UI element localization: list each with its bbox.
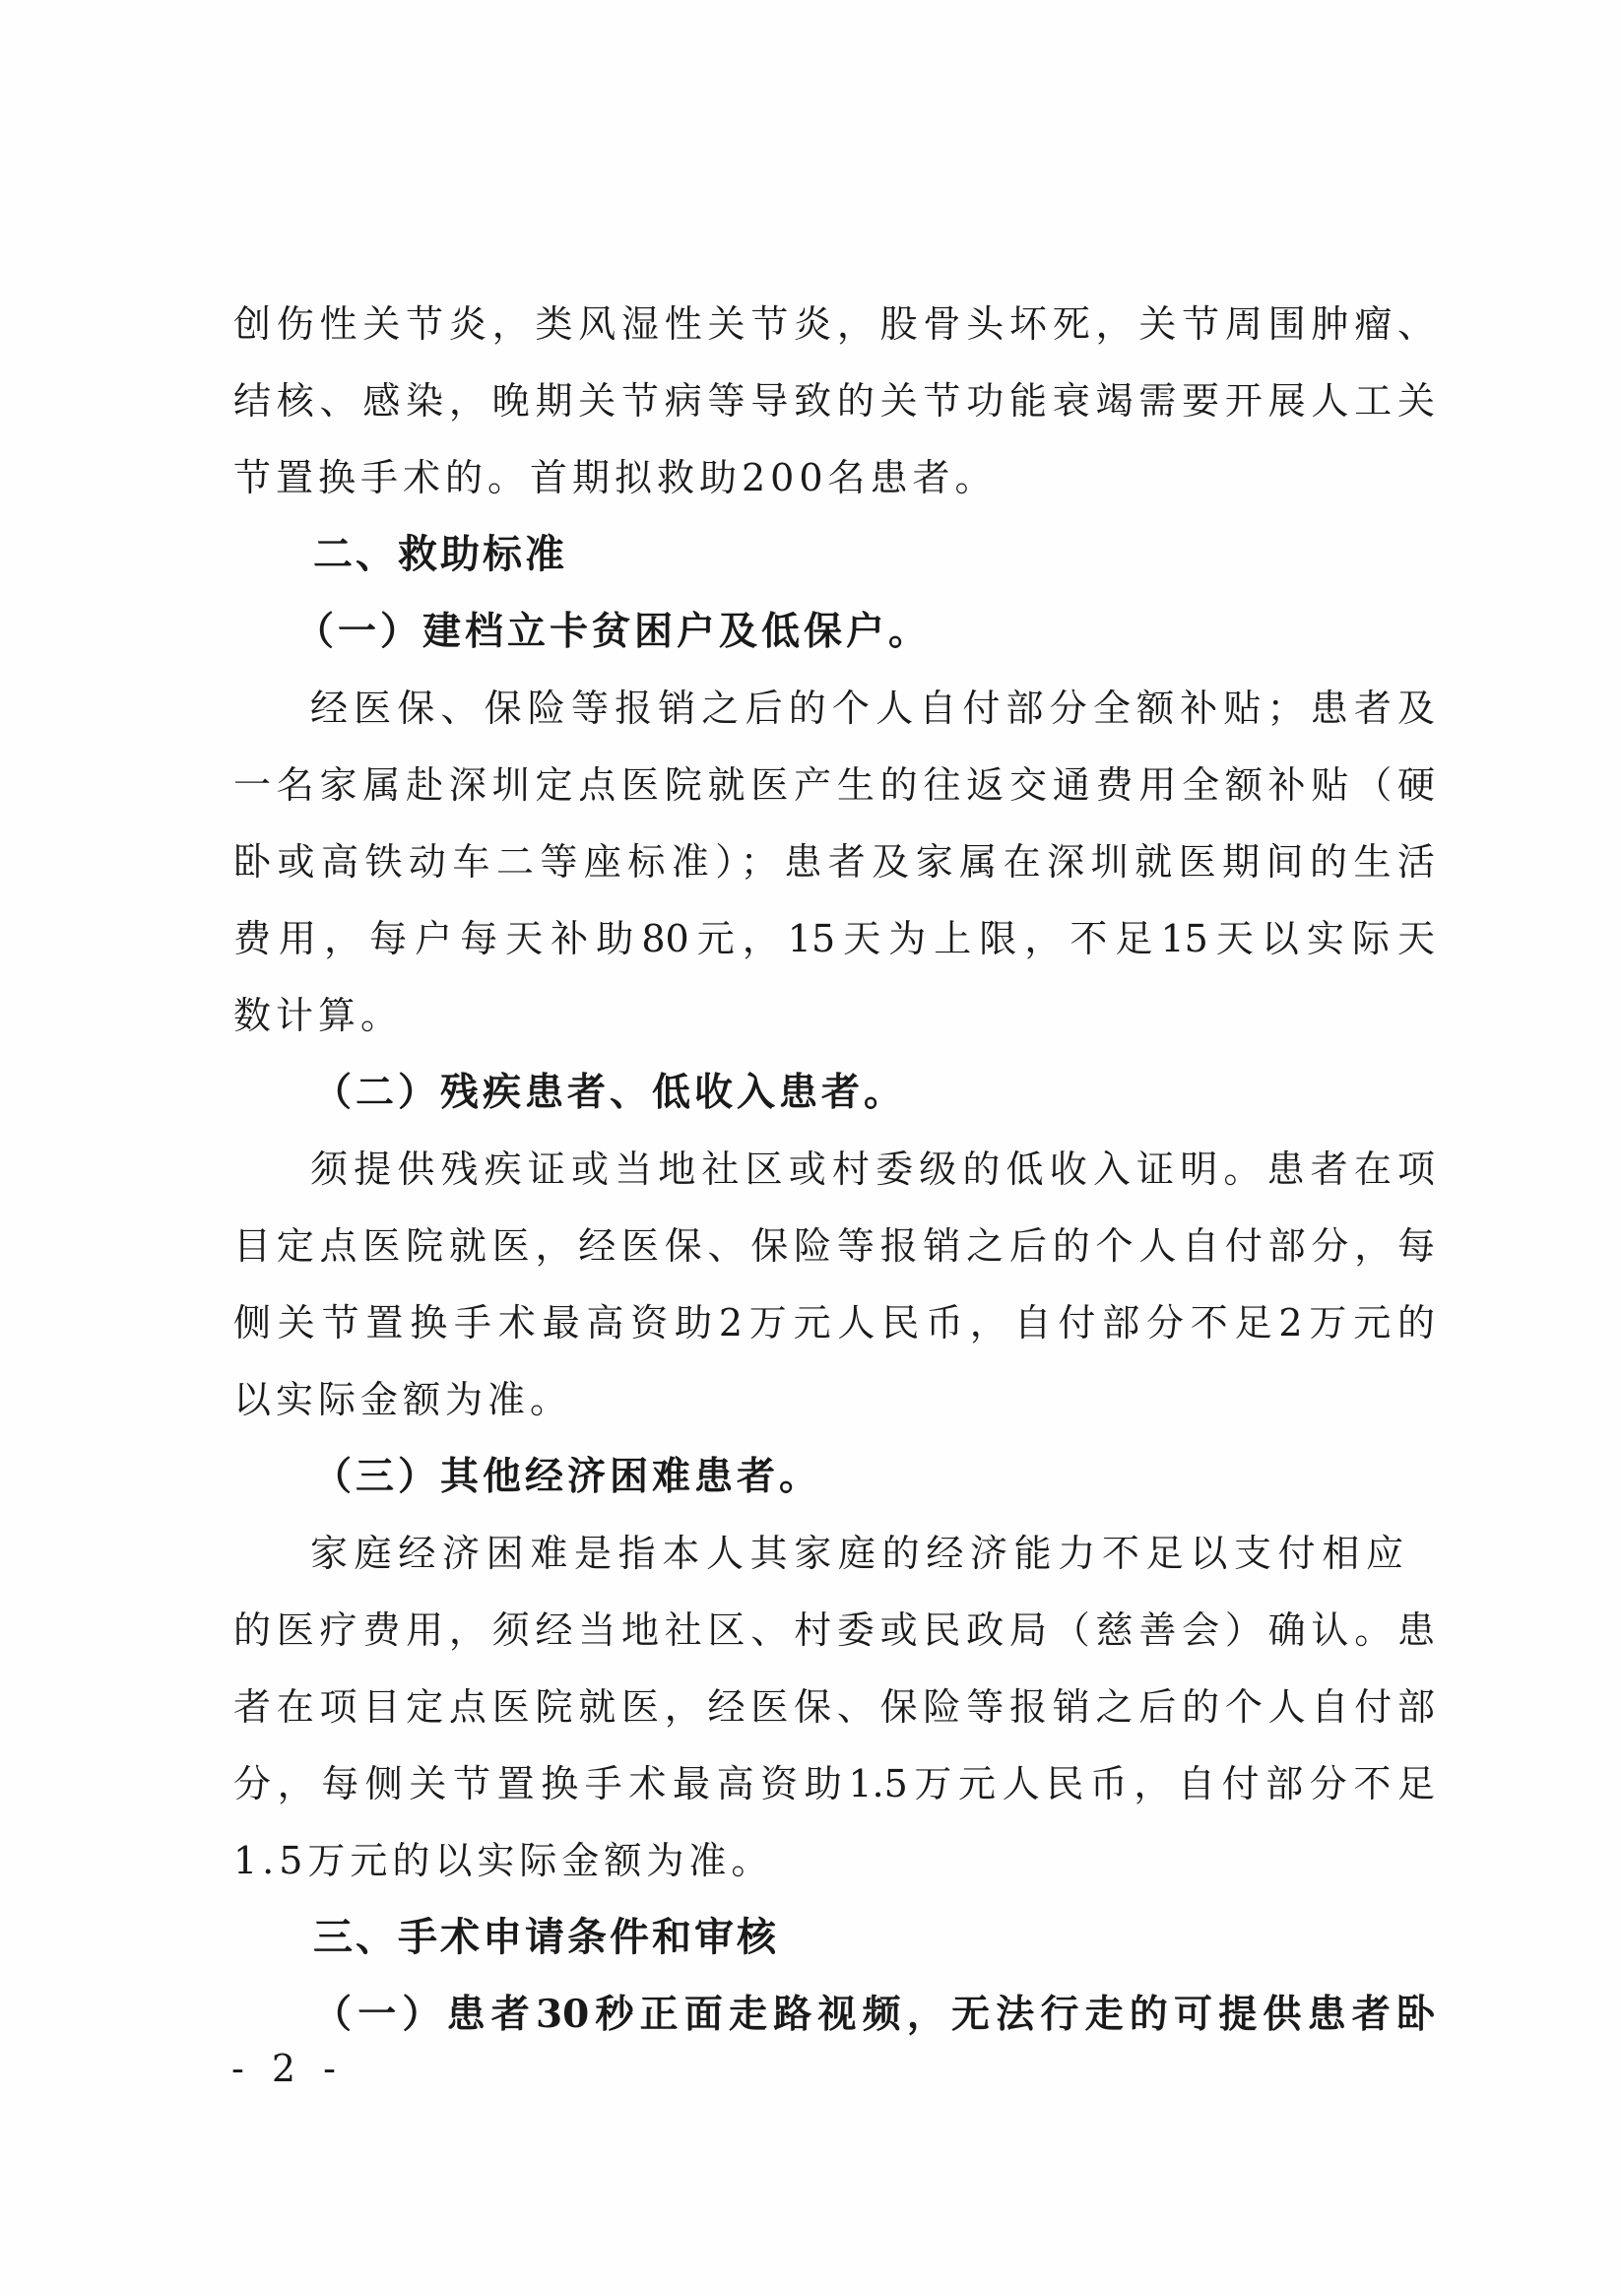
text-line: 1.5万元的以实际金额为准。 [233, 1839, 774, 1882]
section-title: 三、手术申请条件和审核 [313, 1915, 779, 1960]
text-line: 须提供残疾证或当地社区或村委级的低收入证明。患者在项 [310, 1148, 1435, 1191]
subsection-title: （三）其他经济困难患者。 [313, 1454, 822, 1499]
section-heading-3 [313, 1899, 1515, 1976]
text-line: 结核、感染，晚期关节病等导致的关节功能衰竭需要开展人工关 [233, 379, 1435, 423]
section-heading-2 [313, 516, 1515, 593]
text-line: 卧或高铁动车二等座标准）；患者及家属在深圳就医期间的生活 [233, 840, 1435, 884]
subheading-2-2 [313, 1054, 1515, 1131]
text-line: 经医保、保险等报销之后的个人自付部分全额补贴；患者及 [310, 687, 1435, 730]
subheading-2-1 [295, 593, 1497, 670]
subheading-3-1 [313, 1976, 1435, 2053]
text-line: 的医疗费用，须经当地社区、村委或民政局（慈善会）确认。患 [233, 1608, 1435, 1652]
text-line: 一名家属赴深圳定点医院就医产生的往返交通费用全额补贴（硬 [233, 763, 1435, 807]
section-title: 二、救助标准 [313, 532, 567, 577]
text-line: 创伤性关节炎，类风湿性关节炎，股骨头坏死，关节周围肿瘤、 [233, 302, 1435, 346]
text-line: 目定点医院就医，经医保、保险等报销之后的个人自付部分，每 [233, 1224, 1435, 1268]
page-number: - 2 - [231, 2047, 345, 2090]
paragraph-conditions-continued [233, 286, 1435, 516]
text-line: 家庭经济困难是指本人其家庭的经济能力不足以支付相应 [310, 1532, 1403, 1575]
subsection-title: （一）建档立卡贫困户及低保户。 [295, 609, 932, 654]
paragraph-2-3 [233, 1515, 1435, 1899]
text-line: 数计算。 [233, 994, 404, 1037]
text-line: 以实际金额为准。 [233, 1378, 573, 1421]
subsection-title: （一）患者30秒正面走路视频，无法行走的可提供患者卧 [313, 1992, 1435, 2037]
text-line: 侧关节置换手术最高资助2万元人民币，自付部分不足2万元的 [233, 1301, 1435, 1345]
paragraph-2-2 [233, 1131, 1435, 1438]
subsection-title: （二）残疾患者、低收入患者。 [313, 1070, 907, 1115]
paragraph-2-1 [233, 670, 1435, 1054]
subheading-2-3 [313, 1438, 1515, 1515]
text-line: 节置换手术的。首期拟救助200名患者。 [233, 456, 998, 499]
text-line: 费用，每户每天补助80元，15天为上限，不足15天以实际天 [233, 917, 1435, 960]
text-line: 者在项目定点医院就医，经医保、保险等报销之后的个人自付部 [233, 1685, 1435, 1729]
text-line: 分，每侧关节置换手术最高资助1.5万元人民币，自付部分不足 [233, 1762, 1435, 1805]
